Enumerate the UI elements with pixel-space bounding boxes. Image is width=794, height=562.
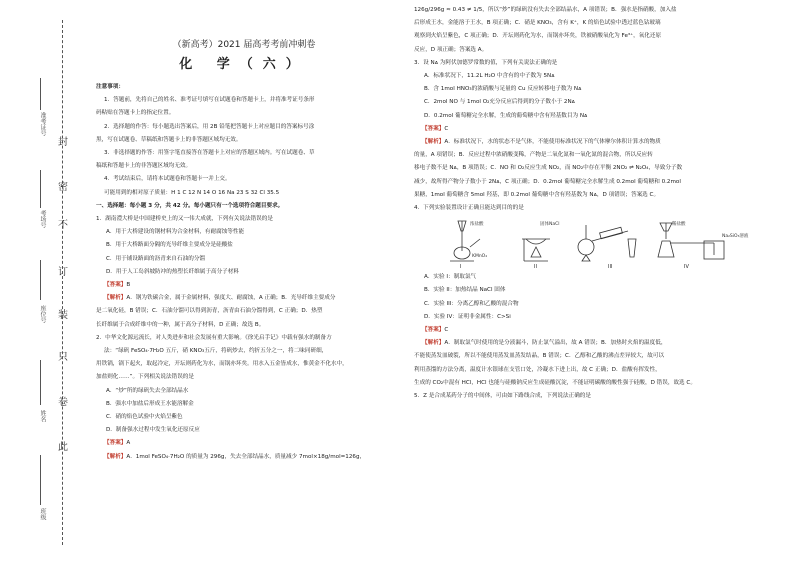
q4-option: A．实验 I：制取氯气 — [424, 274, 477, 281]
label-conc-hcl: 浓盐酸 — [470, 222, 484, 228]
answer-letter: C — [444, 125, 449, 132]
q2-option: C．硝的焰色试验中火焰呈紫色 — [106, 414, 183, 421]
field-label-room: 考场号 — [39, 210, 46, 228]
label-na2sio3: Na₂SiO₃溶液 — [722, 234, 749, 240]
apparatus-iii — [578, 225, 636, 261]
q1-analysis-line: 是二氧化硅，B 错误；C．石油分馏可以得到沥青，沥青由石油分馏得到，C 正确；D．热塑 — [96, 308, 323, 315]
q3-option: C．2mol NO 与 1mol O₂充分反应后得到的分子数小于 2Nᴀ — [424, 99, 575, 106]
q1-option: D．用于人工岛斜坡防冲的热塑长纤维属于高分子材料 — [106, 268, 239, 275]
q3-analysis-line — [414, 136, 752, 149]
q1-analysis-line — [96, 292, 392, 305]
answer-tag: 【答案】 — [422, 125, 445, 132]
answer-tag: 【答案】 — [104, 282, 127, 289]
field-label-class: 班级 — [39, 508, 46, 520]
notice-line: 2．选择题的作答：每小题选出答案后，用 2B 铅笔把答题卡上对应题目的答案标号涂 — [104, 123, 315, 130]
field-line[interactable] — [40, 170, 41, 208]
q4-option: B．实验 II：加热结晶 NaCl 固体 — [424, 287, 506, 294]
notice-line: 4．考试结束后，请将本试题卷和答题卡一并上交。 — [104, 176, 231, 183]
apparatus-ii — [522, 239, 550, 261]
q4-option: D．实验 IV：证明非金属性：C>Si — [424, 313, 511, 320]
analysis-text: A．1mol FeSO₄·7H₂O 的质量为 296g，失去全部结晶水，质量减少 7mol×18g/mol=126g， — [126, 453, 366, 460]
q1-analysis-line: 长纤维属于合成纤维中的一种，属于高分子材料，D 正确；故选 B。 — [96, 321, 265, 328]
q3-analysis-line: 移电子数不是 Nᴀ，B 项错误；C．NO 和 O₂反应生成 NO₂，而 NO₂中存在平衡 2NO₂ ⇌ N₂O₄，导致分子数 — [414, 165, 683, 172]
q4-apparatus-figures — [414, 217, 752, 269]
q4-analysis-line: 利用蒸馏的方法分离，温度计水银球在支管口处，冷凝水下进上出，故 C 正确；D．盐酸有挥发性， — [414, 366, 661, 373]
notice-line: 稿纸和答题卡上的非答题区域均无效。 — [96, 163, 192, 170]
binding-char: 只 — [58, 352, 68, 363]
q2-analysis-line — [96, 451, 392, 464]
q4-analysis-line: 不能使蒸发皿破裂，所以不能使用蒸发皿蒸发结晶，B 错误；C．乙醇和乙酸的沸点差异较大，故可以 — [414, 353, 665, 360]
binding-char: 封 — [58, 137, 68, 148]
q1-answer — [96, 279, 392, 292]
exam-title: （新高考）2021 届高考考前冲刺卷 — [172, 40, 316, 50]
analysis-tag: 【解析】 — [104, 453, 127, 460]
notice-heading: 注意事项： — [96, 84, 124, 90]
q1-option: C．用于铺设路面的沥青来自石油的分馏 — [106, 255, 206, 262]
field-label-exam-id: 准考证号 — [39, 112, 46, 136]
q3-analysis-line: 果糖，1mol 葡萄糖含 5mol 羟基，即 0.2mol 葡萄糖中含有羟基数为 Nᴀ，D 项错误；答案选 C。 — [414, 191, 660, 198]
analysis-tag: 【解析】 — [104, 295, 127, 302]
q4-analysis-line: 生成的 CO₂中混有 HCl，HCl 也能与硅酸钠反应生成硅酸沉淀，不能证明碳酸的酸性强于硅酸，D 错误，故选 C。 — [414, 379, 696, 386]
section-heading: 一、选择题：每小题 3 分，共 42 分。每小题只有一个选项符合题目要求。 — [96, 202, 284, 209]
binding-char: 装 — [58, 310, 68, 321]
answer-tag: 【答案】 — [104, 440, 127, 447]
notice-line: 黑，写在试题卷、草稿纸和答题卡上的非答题区域均无效。 — [96, 136, 242, 143]
binding-char: 卷 — [58, 397, 68, 408]
binding-char: 订 — [58, 267, 68, 278]
fig-label-ii: II — [534, 264, 537, 270]
q1-option: B．用于大桥路面分隔的光导纤维主要成分是硅酸盐 — [106, 242, 233, 249]
binding-dash-line — [62, 20, 63, 545]
label-dilute-hcl: 稀盐酸 — [672, 222, 686, 228]
q3-option: D．0.2mol 葡萄糖完全水解，生成的葡萄糖中含有羟基数目为 Nᴀ — [424, 112, 588, 119]
binding-char: 密 — [58, 182, 68, 193]
apparatus-iv — [658, 223, 724, 259]
q4-analysis-line — [414, 337, 752, 350]
answer-tag: 【答案】 — [422, 327, 445, 334]
right-column — [414, 0, 752, 403]
exam-subject: 化 学（六） — [179, 57, 309, 72]
q3-option: B．含 1mol HNO₃的浓硝酸与足量的 Cu 反应转移电子数为 Nᴀ — [424, 86, 582, 93]
q5-stem: 5．Z 是合成某药分子的中间体，可由如下路线合成，下列说法正确的是 — [414, 393, 591, 400]
notice-line: 3．非选择题的作答：用签字笔直接答在答题卡上对应的答题区域内。写在试题卷、草 — [104, 150, 315, 157]
binding-margin — [0, 0, 95, 562]
field-line[interactable] — [40, 360, 41, 405]
notice-line: 码粘贴在答题卡上的指定位置。 — [96, 110, 175, 117]
answer-letter: C — [444, 327, 449, 334]
apparatus-svg — [414, 217, 752, 269]
q2-stem: 用铁锅，锅下起火，取起冷定，开坛则药化为水，而锅亦坏矣。用水入五金皆成水，惟黄金不化水中， — [96, 361, 348, 368]
analysis-tag: 【解析】 — [422, 340, 445, 347]
answer-letter: B — [126, 282, 131, 289]
analysis-text: A．钢为铁碳合金，属于金属材料，强度大、耐腐蚀，A 正确；B．光导纤维主要成分 — [126, 295, 336, 302]
q2-option: A．“炒”所的绿矾失去全部结晶水 — [106, 387, 189, 394]
field-line[interactable] — [40, 260, 41, 300]
q4-answer — [414, 324, 752, 337]
q3-analysis-line: 减少，故所得产物分子数小于 2Nᴀ，C 项正确；D．0.2mol 葡萄糖完全水解生成 0.2mol 葡萄糖和 0.2mol — [414, 178, 681, 185]
binding-char: 不 — [58, 220, 68, 231]
q2-answer — [96, 437, 392, 450]
binding-char: 此 — [58, 442, 68, 453]
q4-option: C．实验 III：分离乙醇和乙酸的混合物 — [424, 300, 519, 307]
analysis-tag: 【解析】 — [422, 139, 445, 146]
q2-stem: 法：“绿矾 FeSO₄·7H₂O 五斤，硝 KNO₃五斤，将矾炒去，约折五分之一，将二味同研细， — [104, 348, 328, 355]
q3-option: A．标准状况下，11.2L H₂O 中含有的中子数为 5Nᴀ — [424, 73, 555, 80]
analysis-text: A．制取氯气时使用的是分液漏斗，防止氯气溢出，故 A 错误；B．加热时火焰的温度低， — [444, 340, 667, 347]
q3-analysis-line: 的量，A 项错误；B．反应过程中浓硝酸变稀，产物是二氧化氮和一氧化氮的混合物，所以反应转 — [414, 152, 653, 159]
field-line[interactable] — [40, 78, 41, 110]
q2-analysis-cont: 126g/296g ≈ 0.43 ≠ 1/5，所以“炒”的绿矾没有失去全部结晶水，A 项错误；B．强水是指硝酸，加入盐 — [414, 7, 677, 13]
q3-answer — [414, 123, 752, 136]
q2-option: B．强水中加盐后形成王水能溶解金 — [106, 400, 194, 407]
field-label-name: 姓名 — [39, 410, 46, 422]
label-kmno4: KMnO₄ — [472, 254, 488, 260]
q2-analysis-cont: 观察到火焰呈紫色，C 项正确；D．开坛则药化为水，而锅亦坏矣，铁被硝酸氧化为 Fe³⁺，氧化还原 — [414, 33, 662, 40]
q1-option: A．用于大桥建设的钢材料为合金材料，有耐腐蚀等性能 — [106, 229, 245, 236]
fig-label-iv: IV — [684, 264, 689, 270]
q2-stem: 加盐则化……”。下列相关说法错误的是 — [96, 374, 194, 381]
q1-stem: 1．湖南澧大桥是中国建桥史上的又一伟大成就，下列有关说法错误的是 — [96, 216, 273, 223]
answer-letter: A — [126, 440, 131, 447]
fig-label-i: I — [460, 264, 462, 270]
field-line[interactable] — [40, 455, 41, 505]
field-label-seat: 座位号 — [39, 305, 46, 323]
label-solid-nacl: 固体NaCl — [540, 222, 560, 228]
q2-analysis-cont: 后形成王水，金能溶于王水，B 项正确；C．硝是 KNO₃，含有 K⁺，K 的焰色试验中透过蓝色钴玻璃 — [414, 20, 661, 27]
notice-line: 1．答题前，先将自己的姓名、准考证号填写在试题卷和答题卡上，并将准考证号条形 — [104, 97, 315, 104]
q3-stem: 3．设 Nᴀ 为阿伏加德罗常数的值，下列有关说法正确的是 — [414, 59, 558, 66]
q2-analysis-cont: 反应，D 项正确；答案选 A。 — [414, 46, 488, 53]
q2-stem: 2．中华文化源远流长，对人类进步和社会发展有重大影响。《徐光启手记》中载有强水的制备方 — [96, 334, 332, 341]
q4-stem: 4．下列实验装置设计正确且能达到目的的是 — [414, 205, 524, 212]
left-column — [96, 0, 392, 464]
q2-option: D．制备强水过程中发生氧化还原反应 — [106, 427, 200, 434]
fig-label-iii: III — [608, 264, 613, 270]
notice-line: 可能用到的相对原子质量：H 1 C 12 N 14 O 16 Na 23 S 32 Cl 35.5 — [104, 189, 280, 196]
analysis-text: A．标准状况下，水的状态不是气体，不能使用标准状况下的气体摩尔体积计算水的物质 — [444, 139, 661, 146]
